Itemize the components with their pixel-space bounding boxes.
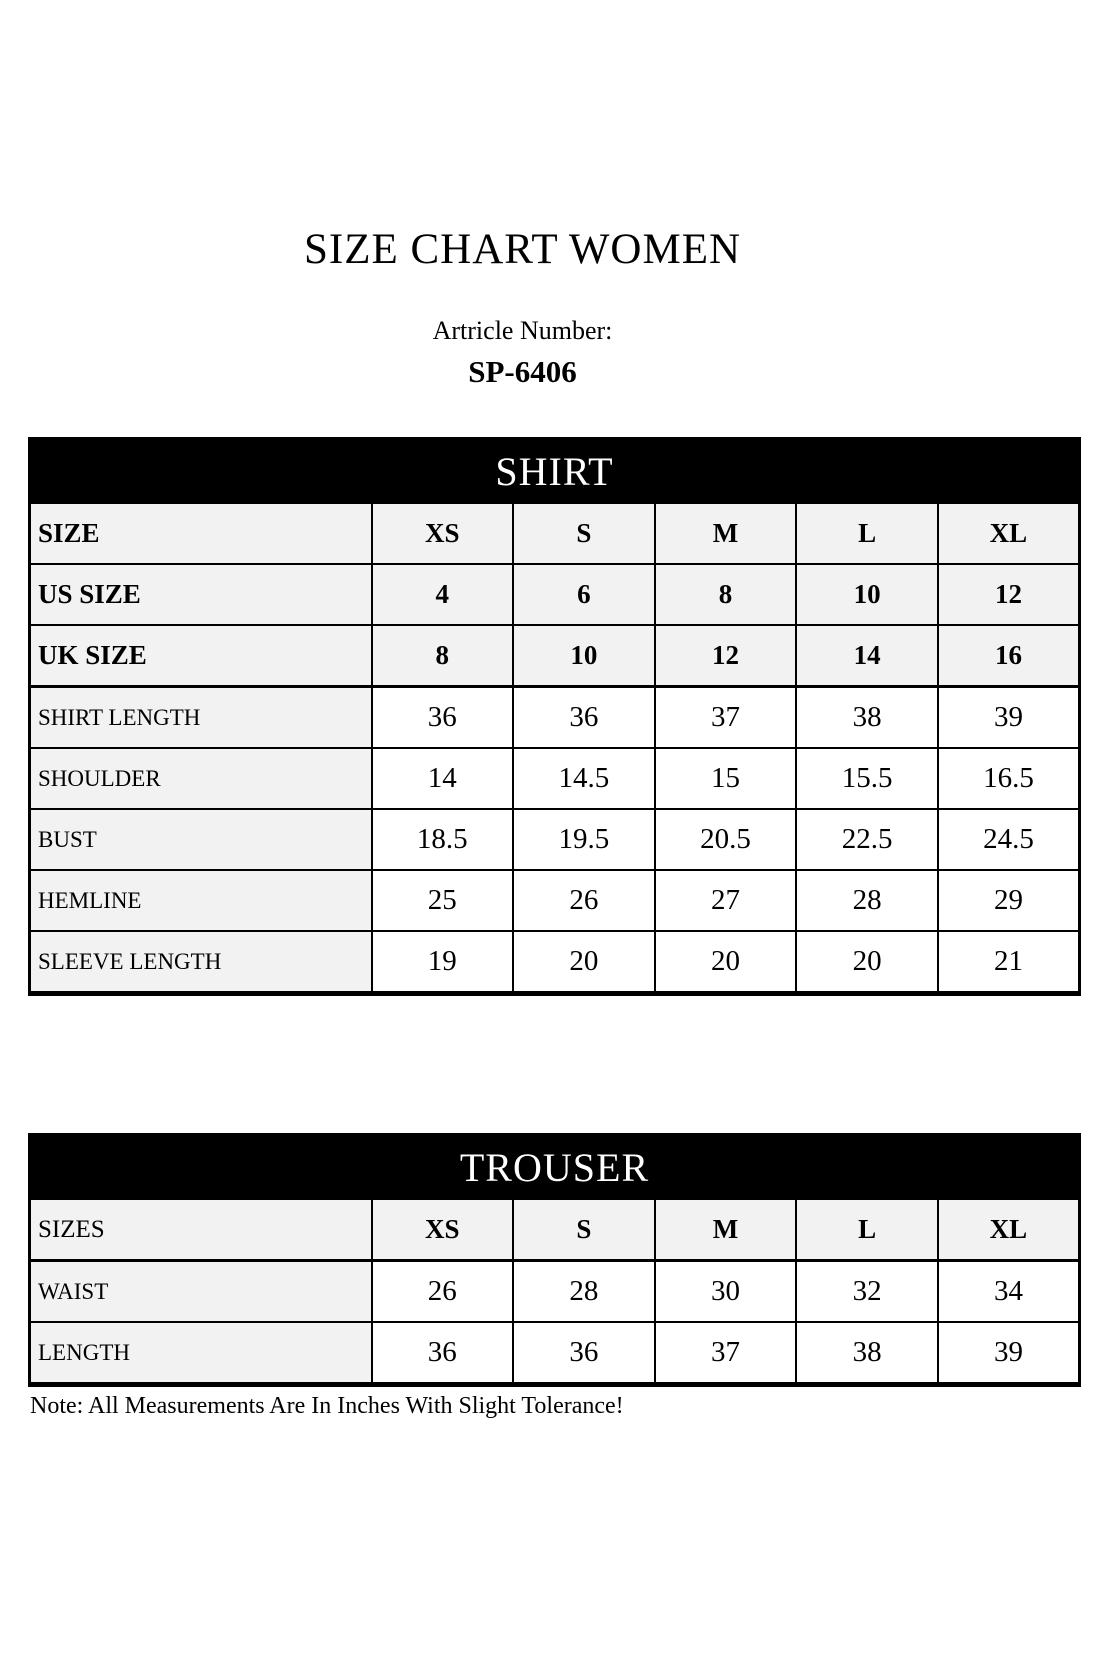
size-cell: S <box>513 503 655 564</box>
shirt-table-title: SHIRT <box>30 439 1080 504</box>
article-number-value: SP-6406 <box>468 354 577 389</box>
article-number-label: Artricle Number: <box>432 316 613 345</box>
value-cell: 6 <box>513 564 655 625</box>
value-cell: 20 <box>513 931 655 994</box>
value-cell: 37 <box>655 1322 797 1385</box>
size-cell: XS <box>372 1199 514 1261</box>
value-cell: 22.5 <box>796 809 938 870</box>
trouser-size-table <box>28 1133 1081 1387</box>
value-cell: 14.5 <box>513 748 655 809</box>
value-cell: 8 <box>655 564 797 625</box>
value-cell: 26 <box>372 1261 514 1323</box>
row-label: SIZES <box>30 1199 372 1261</box>
value-cell: 20.5 <box>655 809 797 870</box>
table-row-sleeve-length <box>30 931 1080 994</box>
value-cell: 28 <box>513 1261 655 1323</box>
table-row-us-size <box>30 564 1080 625</box>
value-cell: 29 <box>938 870 1080 931</box>
row-label: SHIRT LENGTH <box>30 687 372 749</box>
table-row-shirt-length <box>30 687 1080 749</box>
value-cell: 39 <box>938 1322 1080 1385</box>
value-cell: 36 <box>372 687 514 749</box>
trouser-table-title: TROUSER <box>30 1135 1080 1200</box>
size-cell: M <box>655 503 797 564</box>
shirt-size-table <box>28 437 1081 996</box>
value-cell: 19 <box>372 931 514 994</box>
row-label: US SIZE <box>30 564 372 625</box>
document-header <box>0 225 1045 390</box>
value-cell: 15 <box>655 748 797 809</box>
table-row-size <box>30 503 1080 564</box>
value-cell: 36 <box>372 1322 514 1385</box>
table-row-bust <box>30 809 1080 870</box>
table-row-hemline <box>30 870 1080 931</box>
trouser-table-title-row <box>30 1135 1080 1200</box>
value-cell: 14 <box>372 748 514 809</box>
table-row-shoulder <box>30 748 1080 809</box>
size-cell: L <box>796 503 938 564</box>
value-cell: 25 <box>372 870 514 931</box>
shirt-table-title-row <box>30 439 1080 504</box>
value-cell: 36 <box>513 687 655 749</box>
value-cell: 8 <box>372 625 514 687</box>
table-row-uk-size <box>30 625 1080 687</box>
value-cell: 24.5 <box>938 809 1080 870</box>
value-cell: 30 <box>655 1261 797 1323</box>
row-label: SLEEVE LENGTH <box>30 931 372 994</box>
row-label: SHOULDER <box>30 748 372 809</box>
table-row-waist <box>30 1261 1080 1323</box>
value-cell: 12 <box>938 564 1080 625</box>
value-cell: 37 <box>655 687 797 749</box>
value-cell: 19.5 <box>513 809 655 870</box>
value-cell: 4 <box>372 564 514 625</box>
value-cell: 16.5 <box>938 748 1080 809</box>
value-cell: 21 <box>938 931 1080 994</box>
value-cell: 20 <box>796 931 938 994</box>
value-cell: 16 <box>938 625 1080 687</box>
row-label: HEMLINE <box>30 870 372 931</box>
value-cell: 26 <box>513 870 655 931</box>
value-cell: 10 <box>513 625 655 687</box>
value-cell: 12 <box>655 625 797 687</box>
row-label: LENGTH <box>30 1322 372 1385</box>
value-cell: 39 <box>938 687 1080 749</box>
value-cell: 15.5 <box>796 748 938 809</box>
value-cell: 32 <box>796 1261 938 1323</box>
value-cell: 38 <box>796 1322 938 1385</box>
value-cell: 14 <box>796 625 938 687</box>
size-cell: XL <box>938 503 1080 564</box>
measurement-note: Note: All Measurements Are In Inches With Slight Tolerance! <box>30 1393 624 1419</box>
value-cell: 34 <box>938 1261 1080 1323</box>
value-cell: 38 <box>796 687 938 749</box>
value-cell: 20 <box>655 931 797 994</box>
value-cell: 10 <box>796 564 938 625</box>
row-label: SIZE <box>30 503 372 564</box>
table-row-sizes <box>30 1199 1080 1261</box>
page-title: SIZE CHART WOMEN <box>303 226 742 273</box>
value-cell: 36 <box>513 1322 655 1385</box>
row-label: UK SIZE <box>30 625 372 687</box>
value-cell: 28 <box>796 870 938 931</box>
size-cell: M <box>655 1199 797 1261</box>
size-cell: L <box>796 1199 938 1261</box>
size-cell: XL <box>938 1199 1080 1261</box>
row-label: WAIST <box>30 1261 372 1323</box>
value-cell: 27 <box>655 870 797 931</box>
row-label: BUST <box>30 809 372 870</box>
size-cell: XS <box>372 503 514 564</box>
size-cell: S <box>513 1199 655 1261</box>
table-row-length <box>30 1322 1080 1385</box>
value-cell: 18.5 <box>372 809 514 870</box>
